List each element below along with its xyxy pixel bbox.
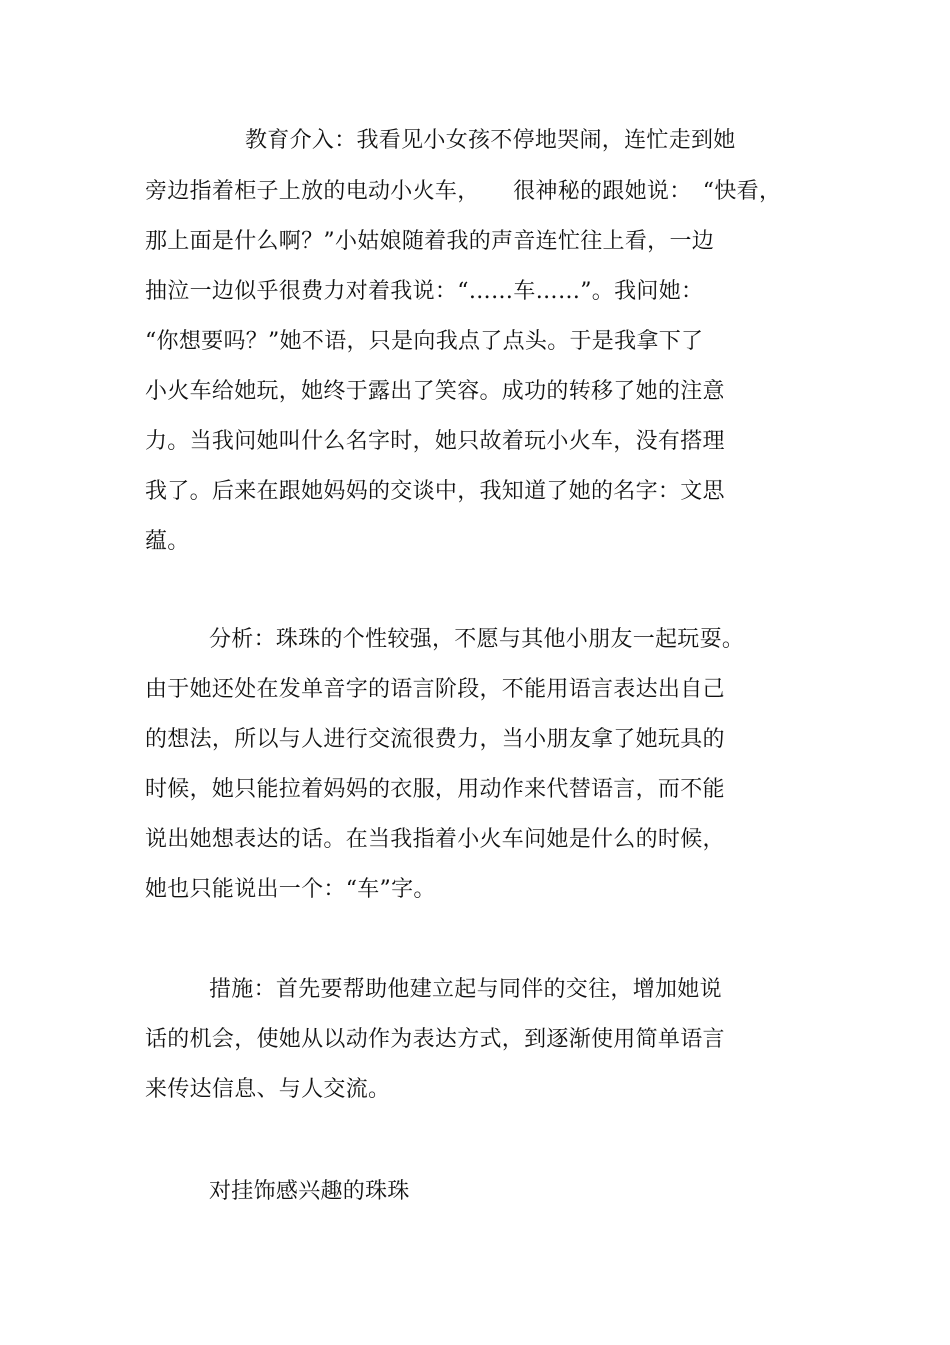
text-line: 的想法，所以与人进行交流很费力，当小朋友拿了她玩具的 [145,727,725,752]
text-line: 旁边指着柜子上放的电动小火车， 很神秘的跟她说： “快看， [145,179,782,204]
text-line: 说出她想表达的话。在当我指着小火车问她是什么的时候， [145,827,725,852]
text-line: 力。当我问她叫什么名字时，她只故着玩小火车，没有搭理 [145,429,725,454]
text-line: 由于她还处在发单音字的语言阶段，不能用语言表达出自己 [145,677,725,702]
text-line: 来传达信息、与人交流。 [145,1077,391,1102]
text-line: 我了。后来在跟她妈妈的交谈中，我知道了她的名字：文思 [145,479,725,504]
text-line: “你想要吗？”她不语，只是向我点了点头。于是我拿下了 [145,329,704,354]
text-line: 她也只能说出一个：“车”字。 [145,877,436,902]
text-line: 措施：首先要帮助他建立起与同伴的交往，增加她说 [209,977,722,1002]
text-line: 教育介入：我看见小女孩不停地哭闹，连忙走到她 [245,128,736,153]
text-line: 小火车给她玩，她终于露出了笑容。成功的转移了她的注意 [145,379,725,404]
text-line: 话的机会，使她从以动作为表达方式，到逐渐使用简单语言 [145,1027,725,1052]
text-line: 蕴。 [145,529,190,554]
text-line: 分析：珠珠的个性较强，不愿与其他小朋友一起玩耍。 [209,627,745,652]
section-title: 对挂饰感兴趣的珠珠 [209,1179,410,1204]
text-line: 那上面是什么啊？”小姑娘随着我的声音连忙往上看，一边 [145,229,715,254]
text-line: 抽泣一边似乎很费力对着我说：“……车……”。我问她： [145,279,704,304]
text-line: 时候，她只能拉着妈妈的衣服，用动作来代替语言，而不能 [145,777,725,802]
